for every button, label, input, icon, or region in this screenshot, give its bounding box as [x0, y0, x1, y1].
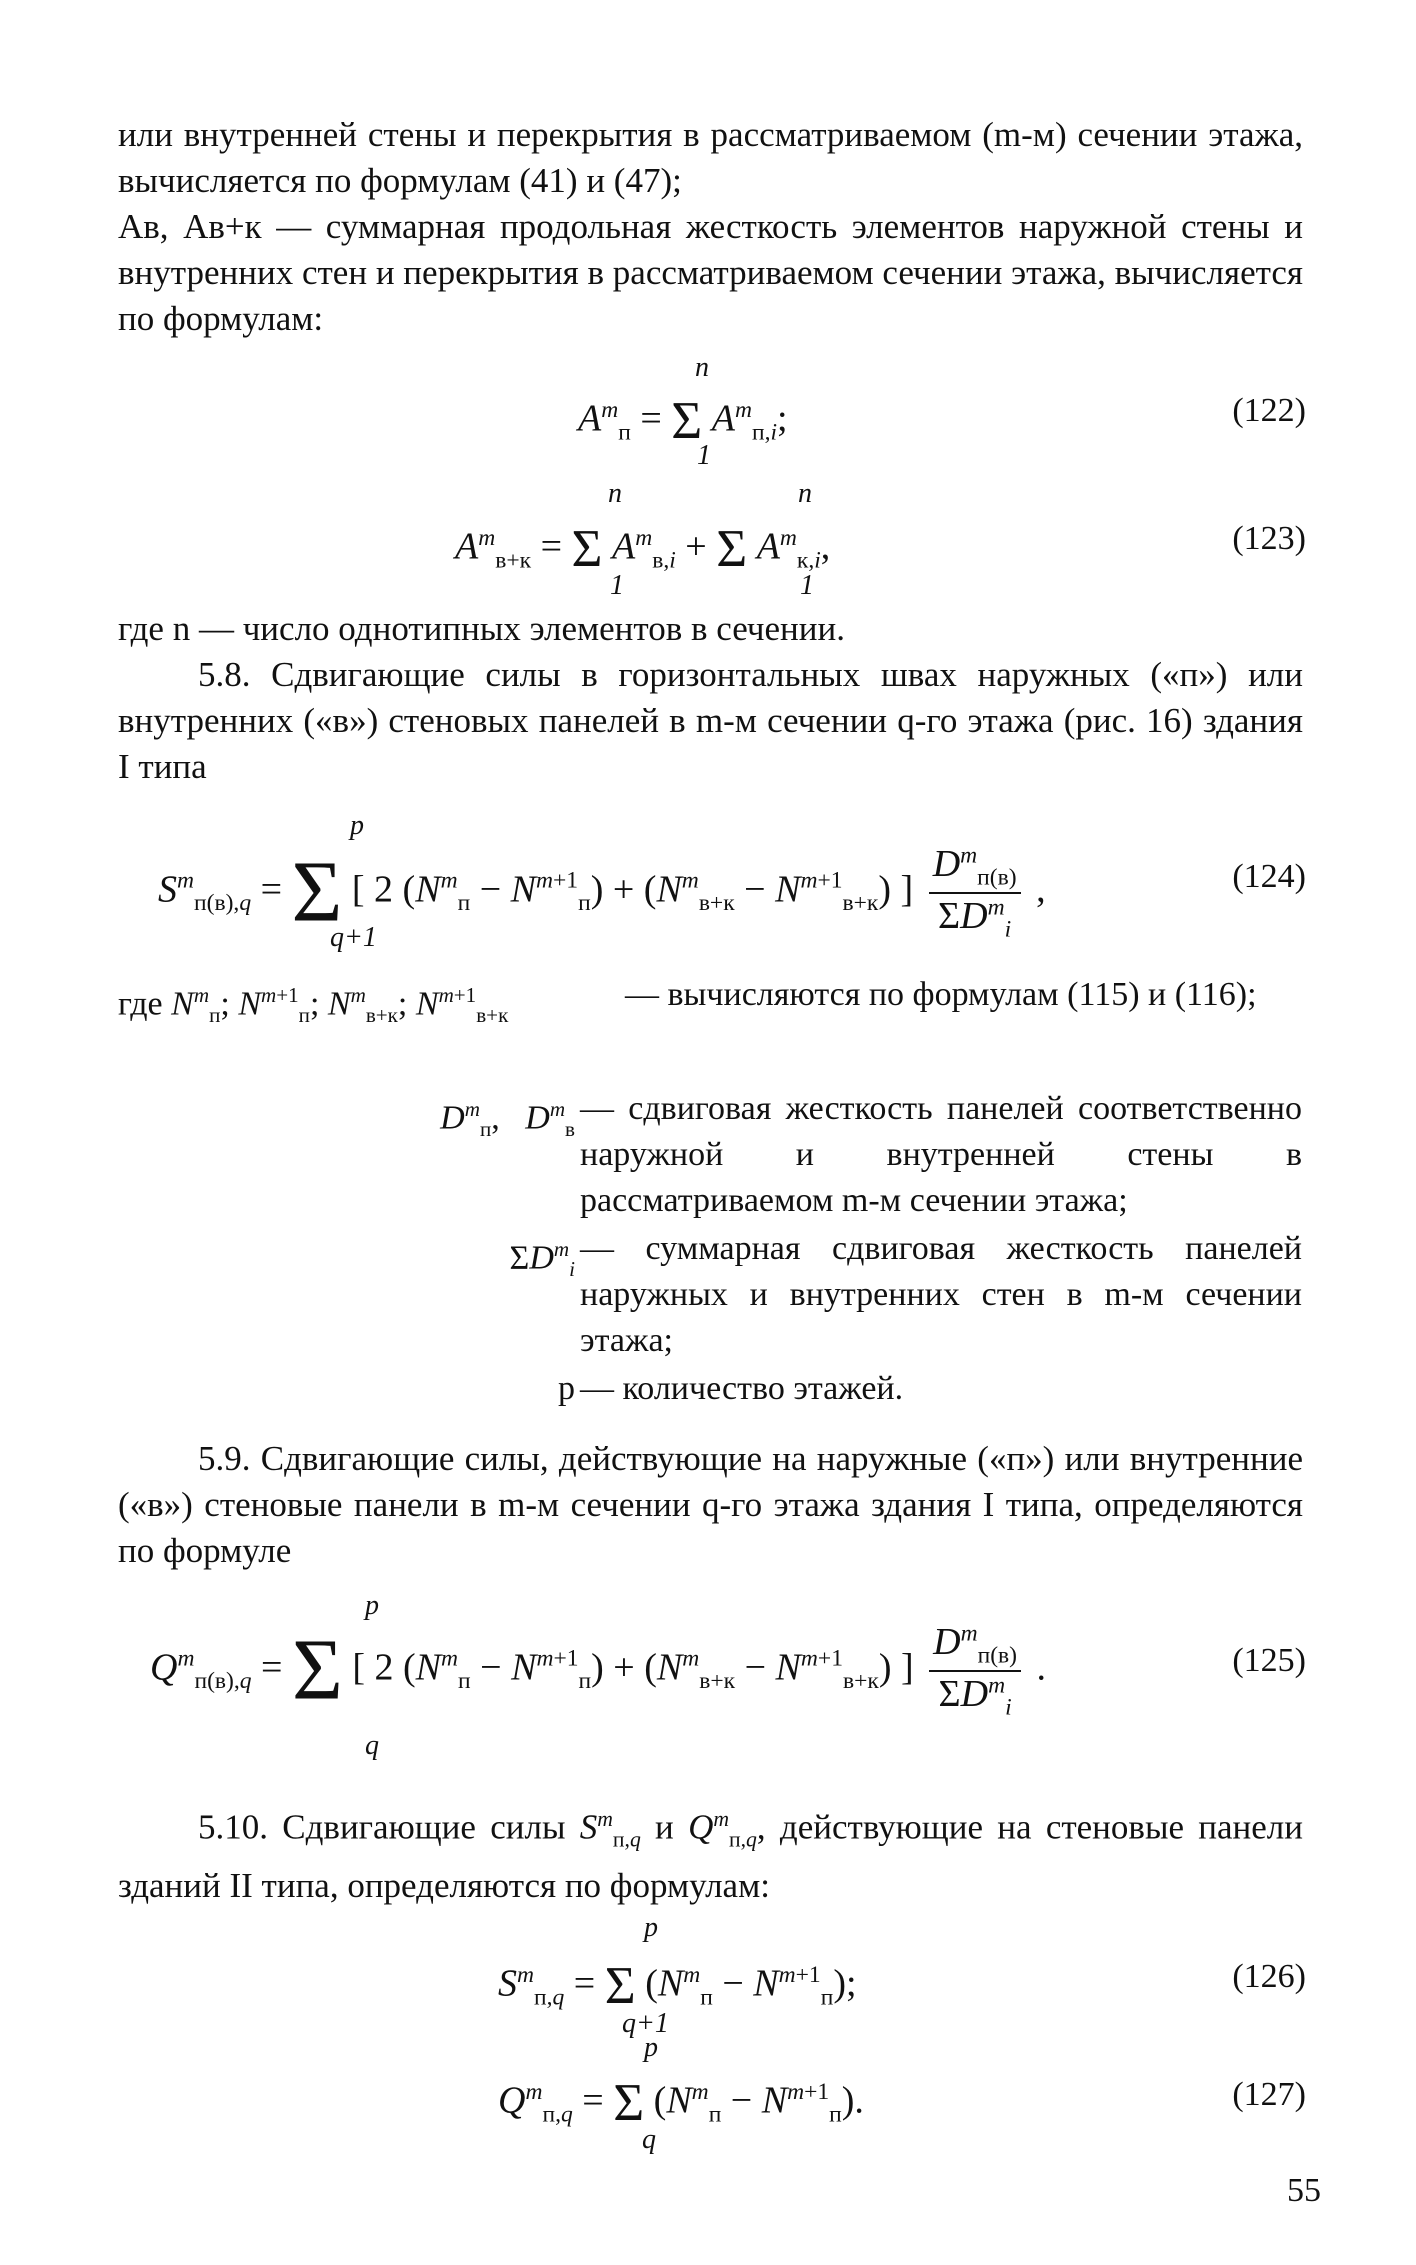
equation-number: (122) — [1232, 392, 1306, 429]
equation-number: (127) — [1232, 2076, 1306, 2113]
page-number: 55 — [1287, 2172, 1321, 2209]
paragraph-where-n-symbols: где $N^m_п$; $N^{m+1}_п$; $N^m_{в+к}$; $N^{m+1}_{в+к}$ — [118, 983, 509, 1028]
paragraph-where-n-text: — вычисляются по формулам (115) и (116); — [625, 976, 1257, 1013]
equation-number: (125) — [1232, 1642, 1306, 1679]
equation-number: (123) — [1232, 520, 1306, 557]
paragraph-continuation: или внутренней стены и перекрытия в рассматриваемом (m-м) сечении этажа, вычисляется по формулам (41) и (47); — [118, 115, 1303, 200]
paragraph-5-10: 5.10. Сдвигающие силы $S^m_{п,q}$ и $Q^m_{п,q}$, действующие на стеновые панели зданий II типа, определяются по формулам: — [118, 1807, 1303, 1905]
paragraph-definition-a: Aв, Aв+к — суммарная продольная жесткость элементов наружной стены и внутренних стен и перекрытия в рассматриваемом сечении этажа, вычисляется по формулам: — [118, 207, 1303, 338]
paragraph-5-8: 5.8. Сдвигающие силы в горизонтальных швах наружных («п») или внутренних («в») стеновых панелей в m-м сечении q-го этажа (рис. 16) здания I типа — [118, 655, 1303, 786]
equation-number: (126) — [1232, 1958, 1306, 1995]
paragraph-where-n: где n — число однотипных элементов в сечении. — [118, 609, 846, 648]
paragraph-5-9: 5.9. Сдвигающие силы, действующие на наружные («п») или внутренние («в») стеновые панели в m-м сечении q-го этажа здания I типа, определяются по формуле — [118, 1439, 1303, 1570]
document-page: или внутренней стены и перекрытия в рассматриваемом (m-м) сечении этажа, вычисляется по формулам (41) и (47); Aв, Aв+к — суммарная продольная жесткость элементов наружной стены и внутренних стен и перекрытия в рассматриваемом сечении этажа, вычисляется по формулам: $A^m_п = \Sigma$ $A^m_{п,i}$; n 1 (122) $A^m_{в+к} = \Sigma$ $A^m_{в,i} + \Sigma$ $A^m_{к,i}$, n 1 n 1 (123) где n — число однотипных элементов в сечении. 5.8. Сдвигающие силы в горизонтальных швах наружных («п») или внутренних («в») стеновых панелей в m-м сечении q-го этажа (рис. 16) здания I типа $S^m_{п(в),q} = \Sigma$ [ 2 $(N^m_п - N^{m+1}_п) + (N^m_{в+к} - N^{m+1}_{в+к})$ ] $\frac{D^m_{п(в)}}{\Sigma D^m_i}$ , p q+1 (124) где $N^m_п$; $N^{m+1}_п$; $N^m_{в+к}$; $N^{m+1}_{в+к}$ — вычисляются по формулам (115) и (116); $D^m_п$, $D^m_в$ — сдвиговая жесткость панелей соответственно наружной и внутренней стены в рассматриваемом m-м сечении этажа; $\Sigma D^m_i$ — суммарная сдвиговая жесткость панелей наружных и внутренних стен в m-м сечении этажа; p — количество этажей. 5.9. Сдвигающие силы, действующие на наружные («п») или внутренние («в») стеновые панели в m-м сечении q-го этажа здания I типа, определяются по формуле $Q^m_{п(в),q} = \Sigma$ [ 2 $(N^m_п - N^{m+1}_п) + (N^m_{в+к} - N^{m+1}_{в+к})$ ] $\frac{D^m_{п(в)}}{\Sigma D^m_i}$ . p q (125) 5.10. Сдвигающие силы $S^m_{п,q}$ и $Q^m_{п,q}$, действующие на стеновые панели зданий II типа, определяются по формулам: $S^m_{п,q} = \Sigma$ $(N^m_п - N^{m+1}_п)$; p q+1 (126) $Q^m_{п,q} = \Sigma$ $(N^m_п - N^{m+1}_п)$. p q (127) 55 — [0, 0, 1416, 2265]
equation-number: (124) — [1232, 858, 1306, 895]
